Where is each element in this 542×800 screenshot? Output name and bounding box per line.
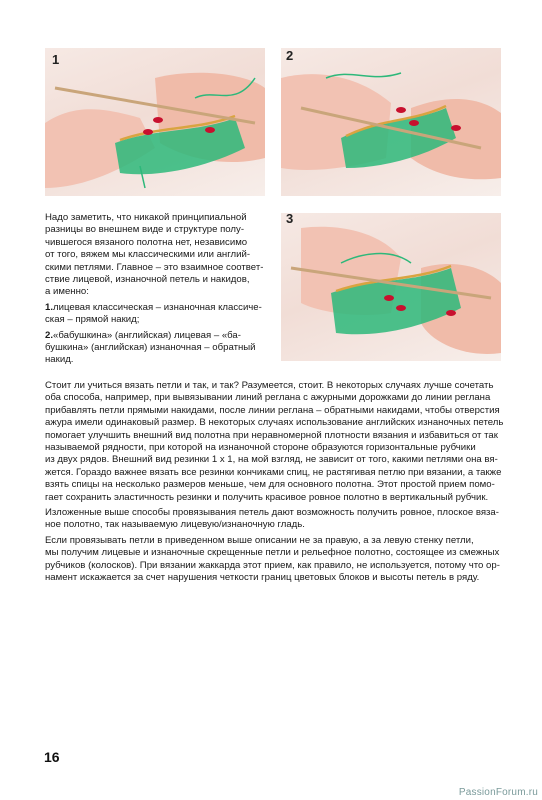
text-line: а именно: (45, 286, 89, 298)
text-line: мы получим лицевые и изнаночные скрещенные петли и рельефное полотно, состоящее из смежных (45, 547, 500, 559)
text-line: скими петлями. Главное – это взаимное соответ- (45, 261, 264, 273)
text-line: Если провязывать петли в приведенном выше описании не за правую, а за левую стенку петли, (45, 534, 474, 546)
body-paragraph (45, 507, 503, 532)
list-item (45, 330, 267, 367)
body-paragraph (45, 380, 503, 504)
step-photo-1 (45, 48, 265, 196)
text-line: намент искажается за счет нарушения четкости границ цветовых блоков и высоты петель в ряду. (45, 572, 480, 584)
text-line: «бабушкина» (английская) лицевая – «ба- (53, 329, 241, 341)
step-photo-3 (281, 213, 501, 361)
text-line: прибавлять петли прямыми накидами, после линии реглана – обратными накидами, чтобы отверстия (45, 404, 500, 416)
knitting-hands-image (281, 48, 501, 196)
photo-number: 3 (286, 211, 294, 226)
side-text-block (45, 212, 267, 370)
list-number: 1. (45, 301, 54, 313)
knitting-hands-image (45, 48, 265, 196)
body-text-block (45, 380, 503, 588)
text-line: бушкина» (английская) изнаночная – обратный (45, 342, 256, 354)
text-line: от того, вяжем мы классическими или англий- (45, 249, 251, 261)
correspondence-list (45, 302, 267, 367)
text-line: разницы во внешнем виде и структуре полу- (45, 224, 245, 236)
text-line: накид. (45, 354, 74, 366)
text-line: жется. Гораздо важнее вязать все резинки кончиками спиц, не растягивая петлю при вязании, а также (45, 466, 502, 478)
body-paragraph (45, 535, 503, 585)
text-line: гает сохранить эластичность резинки и получить красивое ровное полотно в вертикальный рубчик. (45, 491, 489, 503)
photo-number: 2 (286, 48, 294, 63)
step-photo-2 (281, 48, 501, 196)
text-line: Надо заметить, что никакой принципиальной (45, 212, 247, 223)
text-line: рубчиков (колосков). При вязании жаккарда этот прием, как правило, не используется, потому что ор- (45, 559, 500, 571)
text-line: Стоит ли учиться вязать петли и так, и так? Разумеется, стоит. В некоторых случаях лучше сочетать (45, 380, 494, 391)
text-line: из двух рядов. Внешний вид резинки 1 х 1, на мой взгляд, не зависит от того, какими петлями она вя- (45, 454, 498, 466)
text-line: лицевая классическая – изнаночная классиче- (53, 301, 262, 313)
text-line: ская – прямой накид; (45, 314, 140, 326)
text-line: оба способа, например, при вывязывании линий реглана с ажурными дорожками до линии реглана (45, 392, 491, 404)
text-line: помогает улучшить внешний вид полотна при неравномерной плотности вязания и избавиться от так (45, 429, 498, 441)
watermark: PassionForum.ru (458, 787, 538, 798)
text-line: Изложенные выше способы провязывания петель дают возможность получить ровное, плоское вяза- (45, 507, 499, 519)
list-number: 2. (45, 329, 54, 341)
text-line: ажура имели одинаковый размер. В некоторых случаях использование английских изнаночных петель (45, 417, 504, 429)
photo-number: 1 (52, 52, 60, 67)
text-line: чившегося вязаного полотна нет, независимо (45, 236, 248, 248)
text-line: называемой рядности, при которой на изнаночной стороне образуются горизонтальные рубчики (45, 442, 476, 454)
text-line: ное полотно, так называемую лицевую/изнаночную гладь. (45, 519, 305, 531)
intro-paragraph (45, 212, 267, 299)
knitting-hands-image (281, 213, 501, 361)
text-line: ствие лицевой, изнаночной петель и накидов, (45, 274, 250, 286)
list-item (45, 302, 267, 327)
text-line: взять спицы на несколько размеров меньше, чем для основного полотна. Этот простой прием помо- (45, 479, 495, 491)
page-number: 16 (44, 749, 60, 765)
